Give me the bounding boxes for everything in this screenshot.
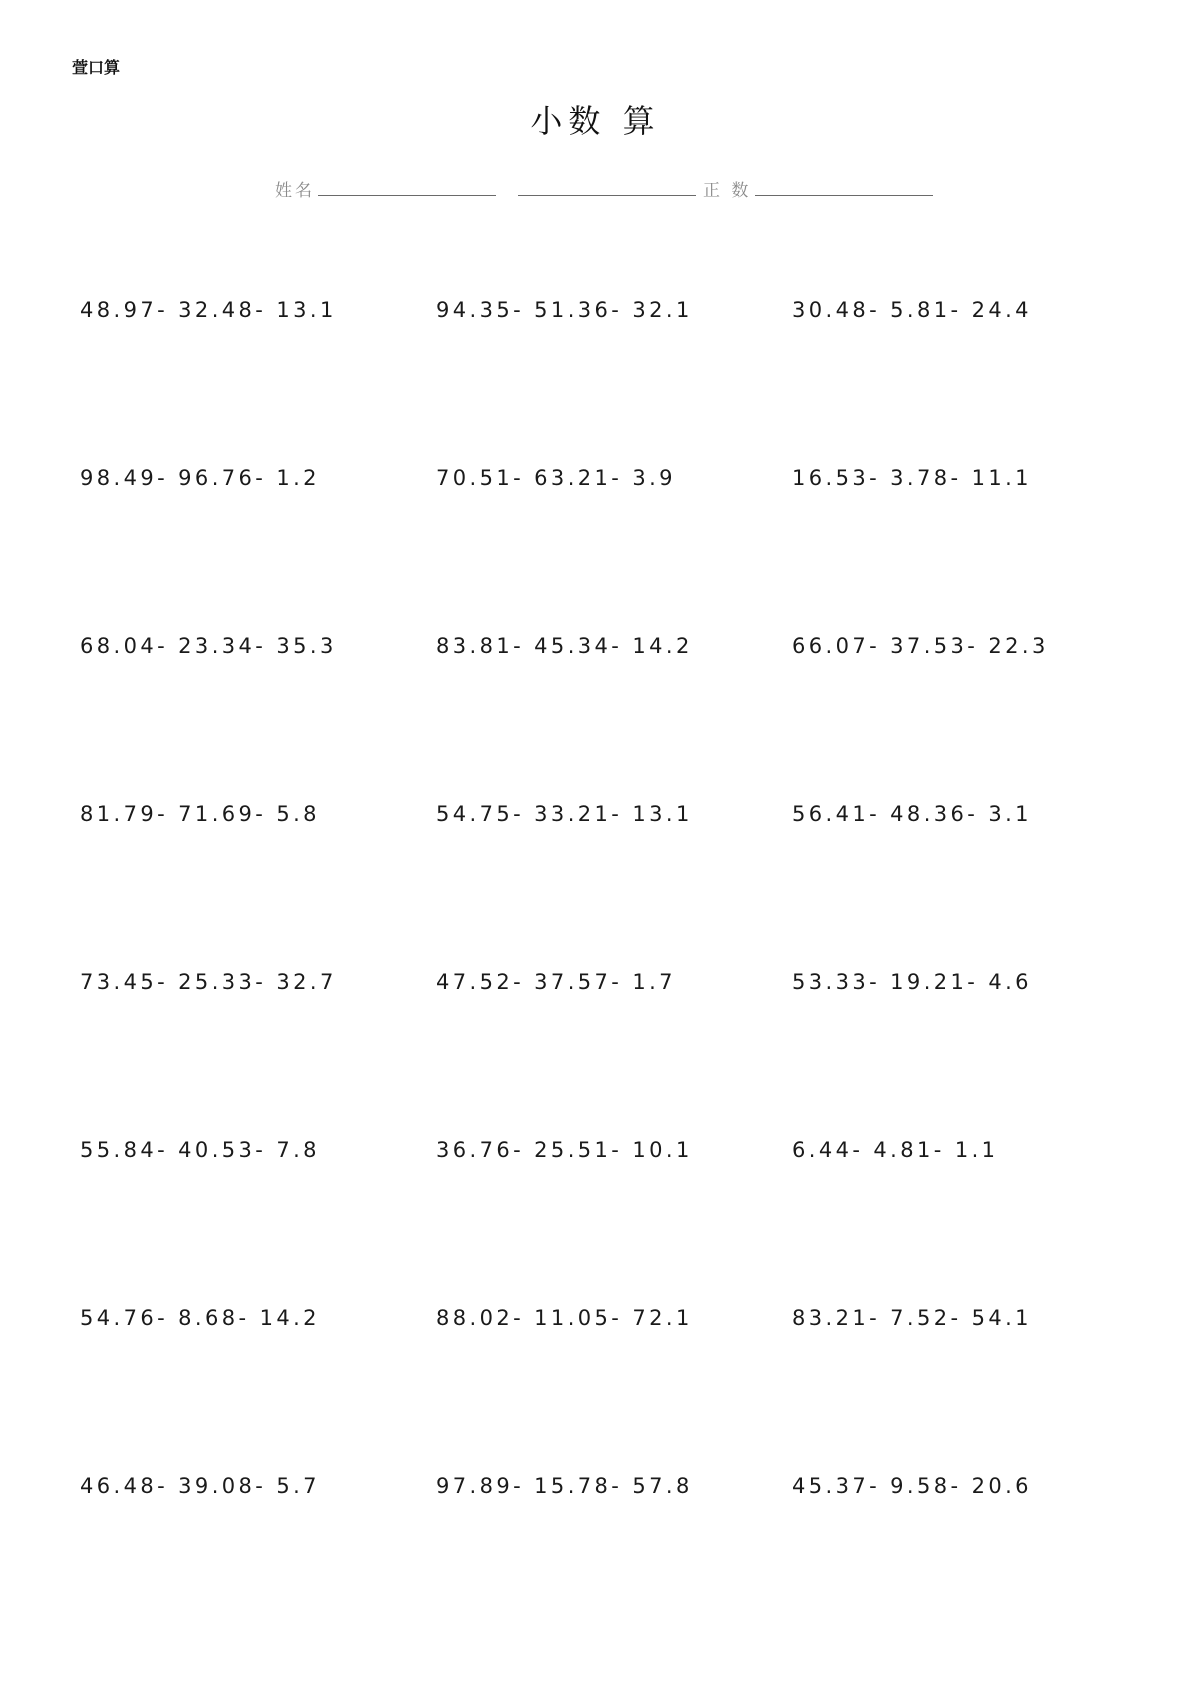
problem-r6-c1: 55.84- 40.53- 7.8: [80, 1138, 320, 1162]
name-label: 姓名: [275, 181, 315, 201]
problem-r1-c3: 30.48- 5.81- 24.4: [792, 298, 1032, 322]
problem-r5-c2: 47.52- 37.57- 1.7: [436, 970, 676, 994]
problem-r1-c1: 48.97- 32.48- 13.1: [80, 298, 337, 322]
problem-r5-c1: 73.45- 25.33- 32.7: [80, 970, 337, 994]
problem-r2-c3: 16.53- 3.78- 11.1: [792, 466, 1032, 490]
problem-r1-c2: 94.35- 51.36- 32.1: [436, 298, 693, 322]
problem-r2-c1: 98.49- 96.76- 1.2: [80, 466, 320, 490]
problem-r4-c2: 54.75- 33.21- 13.1: [436, 802, 693, 826]
problem-r4-c1: 81.79- 71.69- 5.8: [80, 802, 320, 826]
problem-r2-c2: 70.51- 63.21- 3.9: [436, 466, 676, 490]
problem-r8-c3: 45.37- 9.58- 20.6: [792, 1474, 1032, 1498]
problem-r8-c2: 97.89- 15.78- 57.8: [436, 1474, 693, 1498]
problem-r7-c1: 54.76- 8.68- 14.2: [80, 1306, 320, 1330]
problem-r8-c1: 46.48- 39.08- 5.7: [80, 1474, 320, 1498]
problem-r7-c3: 83.21- 7.52- 54.1: [792, 1306, 1032, 1330]
problem-r3-c1: 68.04- 23.34- 35.3: [80, 634, 337, 658]
problem-r6-c3: 6.44- 4.81- 1.1: [792, 1138, 999, 1162]
problem-r6-c2: 36.76- 25.51- 10.1: [436, 1138, 693, 1162]
page-title: 小数 算: [530, 102, 661, 140]
header-tag: 萱口算: [72, 58, 121, 77]
problem-r3-c2: 83.81- 45.34- 14.2: [436, 634, 693, 658]
problem-r5-c3: 53.33- 19.21- 4.6: [792, 970, 1032, 994]
problem-r7-c2: 88.02- 11.05- 72.1: [436, 1306, 693, 1330]
score-label: 正 数: [703, 181, 752, 201]
problem-r3-c3: 66.07- 37.53- 22.3: [792, 634, 1049, 658]
problem-r4-c3: 56.41- 48.36- 3.1: [792, 802, 1032, 826]
